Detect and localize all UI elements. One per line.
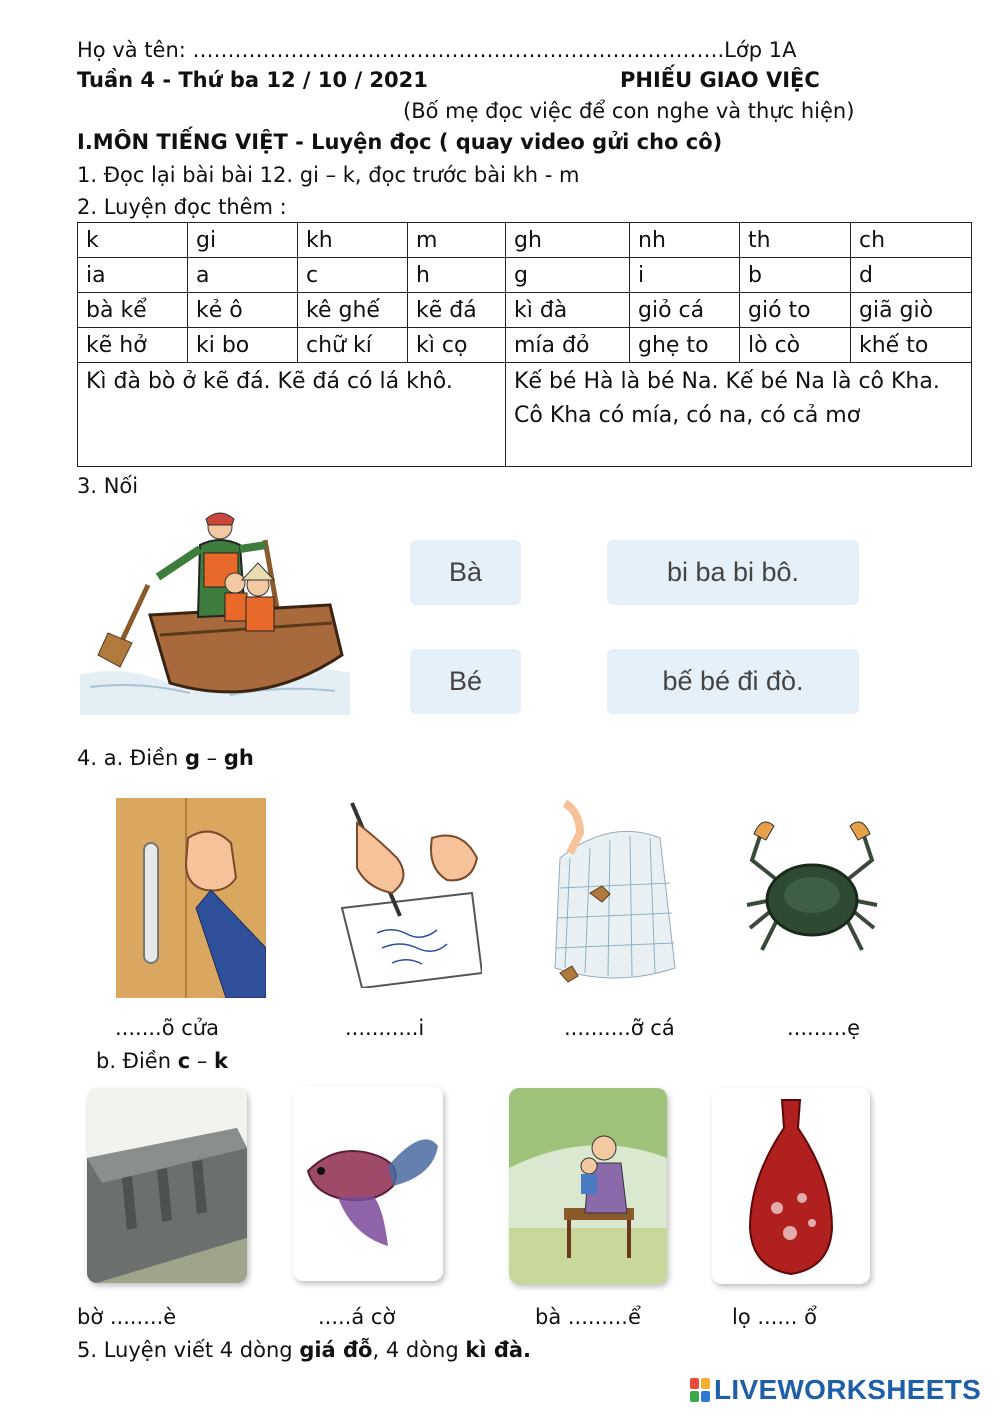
table-cell: gh [506,223,630,258]
item-1: 1. Đọc lại bài bài 12. gi – k, đọc trước bài kh - m [77,163,580,187]
table-row [78,293,972,328]
brand-name: LIVEWORKSHEETS [714,1374,982,1405]
table-cell: mía đỏ [506,328,630,363]
grandmother-child-image [509,1088,667,1284]
reading-paragraph-right: Kế bé Hà là bé Na. Kế bé Na là cô Kha. Cô Kha có mía, có na, có cả mơ [506,363,972,467]
fill-caption-8[interactable]: lọ ...... ổ [732,1305,817,1329]
fill-caption-1[interactable]: .......õ cửa [115,1016,219,1040]
exercise-5-mid: , 4 dòng [372,1338,466,1362]
table-cell: th [740,223,851,258]
table-cell: bà kể [78,293,188,328]
liveworksheets-logo[interactable] [690,1374,981,1406]
table-cell: h [408,258,506,293]
table-cell: d [851,258,972,293]
week-date: Tuần 4 - Thứ ba 12 / 10 / 2021 [77,68,428,92]
table-cell: kẽ đá [408,293,506,328]
exercise-4b-sep: – [190,1049,215,1073]
exercise-4a-g: g [184,746,200,770]
exercise-4b-c: c [177,1049,191,1073]
table-cell: kì đà [506,293,630,328]
exercise-4b-prefix: b. Điền [96,1049,178,1073]
item-2: 2. Luyện đọc thêm : [77,195,287,219]
table-row [78,363,972,467]
table-row [78,258,972,293]
table-cell: m [408,223,506,258]
exercise-5-ki-da: kì đà. [465,1338,532,1362]
reading-paragraph-left: Kì đà bò ở kẽ đá. Kẽ đá có lá khô. [78,363,506,467]
table-cell: g [506,258,630,293]
table-cell: kê ghế [298,293,408,328]
reading-table [77,222,972,467]
table-row [78,223,972,258]
fill-caption-7[interactable]: bà .........ể [535,1305,641,1329]
table-cell: ch [851,223,972,258]
exercise-4b-k: k [214,1049,228,1073]
exercise-5-prefix: 5. Luyện viết 4 dòng [77,1338,300,1362]
table-cell: a [188,258,298,293]
table-cell: ghẹ to [630,328,740,363]
table-cell: kh [298,223,408,258]
table-cell: lò cò [740,328,851,363]
liveworksheets-logo-icon [690,1378,710,1402]
table-cell: ki bo [188,328,298,363]
table-cell: i [630,258,740,293]
table-cell: kẽ hở [78,328,188,363]
writing-hand-image [322,798,482,988]
table-cell: c [298,258,408,293]
table-cell: giỏ cá [630,293,740,328]
sea-wall-image [87,1088,247,1283]
table-cell: kẻ ô [188,293,298,328]
exercise-4a-sep: – [200,746,224,770]
table-cell: nh [630,223,740,258]
betta-fish-image [293,1086,443,1281]
name-line: Họ và tên: ………………………………………………………………….Lớp 1A [77,38,797,62]
table-cell: gió to [740,293,851,328]
exercise-4a-prefix: 4. a. Điền [77,746,185,770]
exercise-3-title: 3. Nối [77,474,139,498]
match-left-ba[interactable]: Bà [410,540,521,605]
boat-scene-image [80,505,350,715]
page-title: PHIẾU GIAO VIỆC [620,68,820,92]
fill-caption-2[interactable]: ...........i [345,1016,425,1040]
table-cell: ia [78,258,188,293]
table-row [78,328,972,363]
red-vase-image [712,1088,870,1284]
match-right-be-be-di-do[interactable]: bế bé đi đò. [607,649,859,714]
match-left-be[interactable]: Bé [410,649,521,714]
fill-caption-4[interactable]: .........ẹ [787,1016,860,1040]
match-right-bi-ba-bi-bo[interactable]: bi ba bi bô. [607,540,859,605]
exercise-5 [77,1338,531,1362]
fill-caption-3[interactable]: ..........ỡ cá [564,1016,675,1040]
table-cell: khế to [851,328,972,363]
table-cell: chữ kí [298,328,408,363]
table-cell: gi [188,223,298,258]
fish-net-image [540,798,690,988]
parent-note: (Bố mẹ đọc việc để con nghe và thực hiện) [403,99,855,123]
table-cell: b [740,258,851,293]
table-cell: kì cọ [408,328,506,363]
crab-image [742,810,882,980]
exercise-4b-title [96,1049,228,1073]
table-cell: k [78,223,188,258]
exercise-4a-gh: gh [223,746,254,770]
door-knock-image [116,798,266,998]
exercise-4a-title [77,746,254,770]
table-cell: giã giò [851,293,972,328]
exercise-5-gia-do: giá đỗ [299,1338,373,1362]
fill-caption-5[interactable]: bờ ........è [77,1305,177,1329]
fill-caption-6[interactable]: .....á cờ [318,1305,396,1329]
section-title: I.MÔN TIẾNG VIỆT - Luyện đọc ( quay video gửi cho cô) [77,130,723,154]
